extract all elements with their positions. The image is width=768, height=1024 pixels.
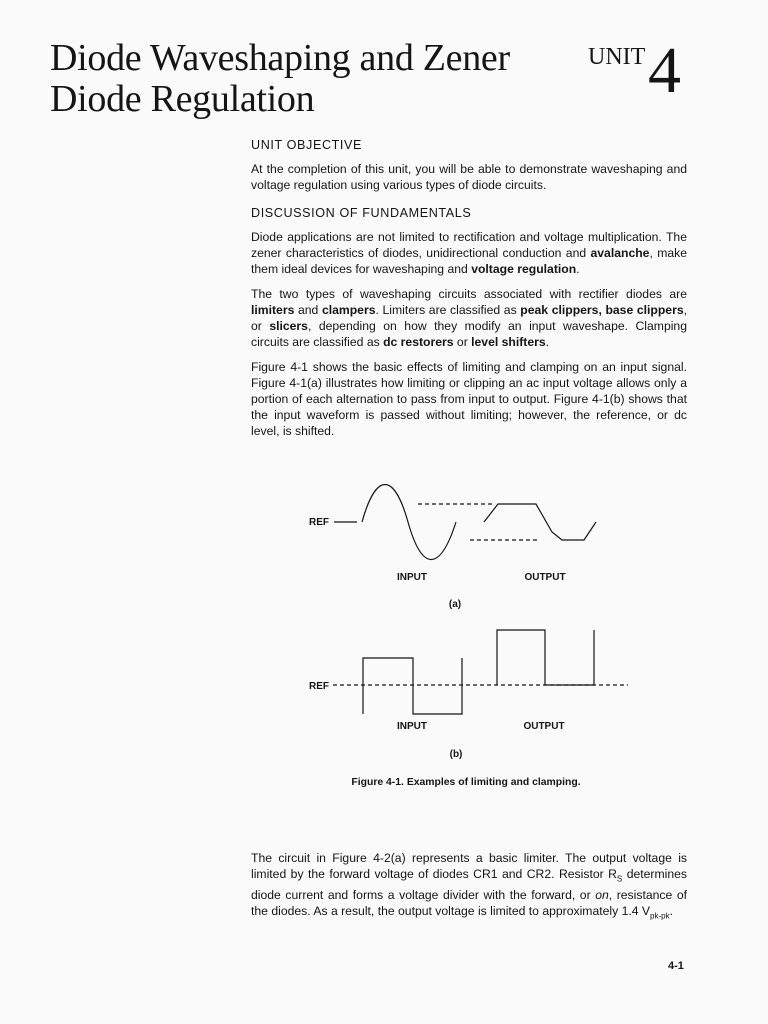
unit-label: UNIT [588,44,646,70]
input-sine-wave [362,485,456,560]
output-shifted-square-wave [497,630,594,685]
limiter-section [251,850,687,934]
unit-number: 4 [648,34,681,107]
output-label-b: OUTPUT [523,721,565,732]
output-clipped-wave [484,504,596,540]
term-on: on [595,888,609,903]
sub-label-a: (a) [448,599,462,610]
term-clampers: clampers [321,303,376,317]
title-line-1: Diode Waveshaping and Zener [50,37,510,79]
discussion-heading: DISCUSSION OF FUNDAMENTALS [251,206,472,220]
limiter-paragraph: The circuit in Figure 4-2(a) represents a basic limiter. The output voltage is limited by the forward voltage of diodes CR1 and CR2. Resistor $R_S$ determines diode current and forms a voltage divider with the forward, or on, resistance of the diodes. As a result, the output voltage is limited to approximately 1.4 $V_{pk-pk}$. [251,851,687,921]
discussion-paragraph-2: The two types of waveshaping circuits associated with rectifier diodes are limiters and clampers. Limiters are classified as peak clippers, base clippers, or slicers, depending on how they modify an input waveshape. Clamping circuits are classified as dc restorers or level shifters. [251,287,687,349]
subscript-pk-pk: pk-pk [650,911,670,921]
subscript-s: S [616,874,623,884]
ref-label-a: REF [309,517,329,528]
input-square-wave [363,658,462,714]
discussion-section [251,205,687,448]
input-label-b: INPUT [397,721,427,732]
term-limiters: limiters [251,303,295,317]
page-number: 4-1 [668,960,684,972]
term-voltage-regulation: voltage regulation [471,262,577,276]
output-label-a: OUTPUT [524,572,566,583]
page-title [50,38,510,120]
term-dc-restorers: dc restorers [383,335,454,349]
ref-label-b: REF [309,681,329,692]
term-slicers: slicers [269,319,308,333]
input-label-a: INPUT [397,572,427,583]
figure-caption: Figure 4-1. Examples of limiting and clamping. [351,777,581,788]
unit-objective-text: At the completion of this unit, you will be able to demonstrate waveshaping and voltage regulation using various types of diode circuits. [251,162,687,192]
figure-4-1 [0,478,768,798]
term-level-shifters: level shifters [471,335,546,349]
discussion-paragraph-3: Figure 4-1 shows the basic effects of limiting and clamping on an input signal. Figure 4-1(a) illustrates how limiting or clipping an ac input voltage allows only a portion of each alternation to pass from input to output. Figure 4-1(b) shows that the input waveform is passed without limiting; however, the reference, or dc level, is shifted. [251,360,687,438]
discussion-paragraph-1: Diode applications are not limited to rectification and voltage multiplication. The zener characteristics of diodes, unidirectional conduction and avalanche, make them ideal devices for waveshaping and voltage regulation. [251,230,688,276]
term-avalanche: avalanche [590,246,650,260]
sub-label-b: (b) [449,749,463,760]
title-line-2: Diode Regulation [50,78,315,120]
term-clippers: peak clippers, base clippers [520,303,684,317]
unit-objective-section [251,137,687,202]
unit-objective-heading: UNIT OBJECTIVE [251,138,363,152]
